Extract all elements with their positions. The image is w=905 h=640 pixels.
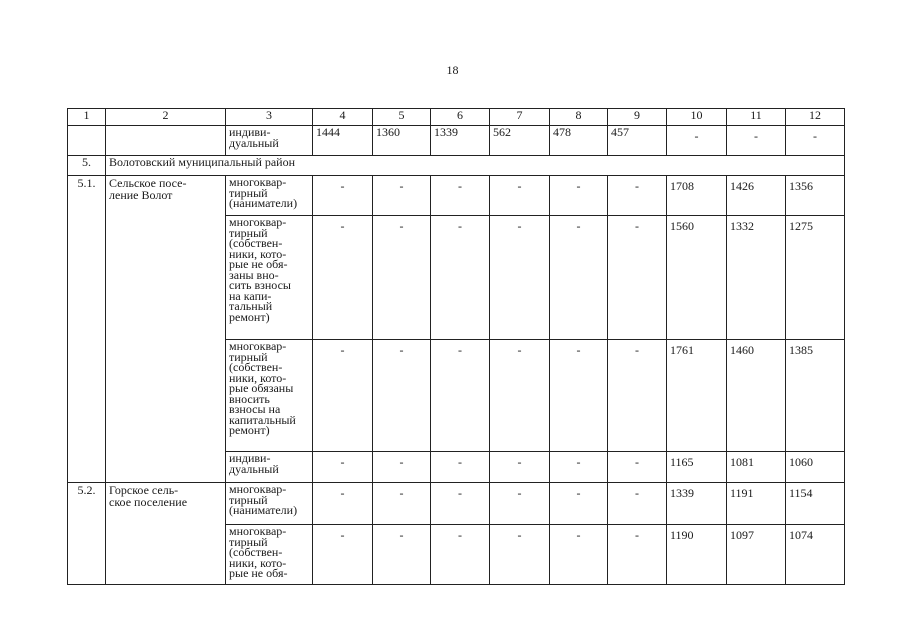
empty-value-cell: - xyxy=(373,525,431,585)
settlement-cell xyxy=(106,126,226,156)
column-header: 5 xyxy=(373,109,431,126)
value-cell: 457 xyxy=(608,126,667,156)
empty-value-cell: - xyxy=(608,483,667,525)
empty-value-cell: - xyxy=(431,176,490,216)
empty-value-cell: - xyxy=(608,176,667,216)
column-header: 7 xyxy=(490,109,550,126)
column-header: 4 xyxy=(313,109,373,126)
table-body xyxy=(68,109,845,585)
column-header: 1 xyxy=(68,109,106,126)
housing-type-cell: индиви- дуальный xyxy=(226,126,313,156)
empty-value-cell: - xyxy=(490,525,550,585)
row-number-cell xyxy=(68,126,106,156)
value-cell: 1339 xyxy=(431,126,490,156)
value-cell: 1081 xyxy=(727,452,786,483)
value-cell: 1761 xyxy=(667,340,727,452)
value-cell: 1385 xyxy=(786,340,845,452)
value-cell: 1339 xyxy=(667,483,727,525)
section-title: Волотовский муниципальный район xyxy=(106,156,845,176)
value-cell: 562 xyxy=(490,126,550,156)
empty-value-cell: - xyxy=(313,483,373,525)
value-cell: 1460 xyxy=(727,340,786,452)
value-cell: 1165 xyxy=(667,452,727,483)
housing-type-cell: многоквар- тирный (наниматели) xyxy=(226,483,313,525)
housing-type-cell: индиви- дуальный xyxy=(226,452,313,483)
settlement-name-cell: Горское сель- ское поселение xyxy=(106,483,226,585)
value-cell: 1190 xyxy=(667,525,727,585)
empty-value-cell: - xyxy=(550,176,608,216)
header-row xyxy=(68,109,845,126)
empty-value-cell: - xyxy=(313,340,373,452)
empty-value-cell: - xyxy=(550,452,608,483)
empty-value-cell: - xyxy=(550,525,608,585)
tariff-table xyxy=(67,108,845,585)
empty-value-cell: - xyxy=(608,216,667,340)
column-header: 3 xyxy=(226,109,313,126)
value-cell: 1360 xyxy=(373,126,431,156)
page-number: 18 xyxy=(446,63,459,77)
empty-value-cell: - xyxy=(373,340,431,452)
value-cell: 1275 xyxy=(786,216,845,340)
empty-value-cell: - xyxy=(313,525,373,585)
column-header: 10 xyxy=(667,109,727,126)
row-number-cell: 5.1. xyxy=(68,176,106,483)
empty-value-cell: - xyxy=(727,126,786,156)
value-cell: 1560 xyxy=(667,216,727,340)
empty-value-cell: - xyxy=(550,340,608,452)
housing-type-cell: многоквар- тирный (наниматели) xyxy=(226,176,313,216)
empty-value-cell: - xyxy=(490,176,550,216)
table-row xyxy=(68,176,845,216)
value-cell: 1356 xyxy=(786,176,845,216)
value-cell: 1060 xyxy=(786,452,845,483)
empty-value-cell: - xyxy=(431,216,490,340)
empty-value-cell: - xyxy=(373,176,431,216)
housing-type-cell: многоквар- тирный (собствен- ники, кото- рые не обя- заны вно- сить взносы на капи- тальный ремонт) xyxy=(226,216,313,340)
empty-value-cell: - xyxy=(490,452,550,483)
section-number: 5. xyxy=(68,156,106,176)
value-cell: 1191 xyxy=(727,483,786,525)
column-header: 2 xyxy=(106,109,226,126)
empty-value-cell: - xyxy=(373,216,431,340)
empty-value-cell: - xyxy=(608,340,667,452)
empty-value-cell: - xyxy=(431,483,490,525)
value-cell: 1426 xyxy=(727,176,786,216)
empty-value-cell: - xyxy=(373,452,431,483)
column-header: 12 xyxy=(786,109,845,126)
empty-value-cell: - xyxy=(490,216,550,340)
value-cell: 1154 xyxy=(786,483,845,525)
empty-value-cell: - xyxy=(490,483,550,525)
housing-type-cell: многоквар- тирный (собствен- ники, кото- рые не обя- xyxy=(226,525,313,585)
column-header: 11 xyxy=(727,109,786,126)
value-cell: 1097 xyxy=(727,525,786,585)
column-header: 6 xyxy=(431,109,490,126)
table-row xyxy=(68,483,845,525)
empty-value-cell: - xyxy=(550,483,608,525)
empty-value-cell: - xyxy=(667,126,727,156)
housing-type-cell: многоквар- тирный (собствен- ники, кото- рые обязаны вносить взносы на капитальный ремонт) xyxy=(226,340,313,452)
empty-value-cell: - xyxy=(313,216,373,340)
empty-value-cell: - xyxy=(373,483,431,525)
settlement-name-cell: Сельское посе- ление Волот xyxy=(106,176,226,483)
column-header: 9 xyxy=(608,109,667,126)
empty-value-cell: - xyxy=(608,525,667,585)
empty-value-cell: - xyxy=(313,176,373,216)
value-cell: 1444 xyxy=(313,126,373,156)
row-number-cell: 5.2. xyxy=(68,483,106,585)
empty-value-cell: - xyxy=(608,452,667,483)
table-row xyxy=(68,126,845,156)
value-cell: 478 xyxy=(550,126,608,156)
empty-value-cell: - xyxy=(490,340,550,452)
section-row xyxy=(68,156,845,176)
value-cell: 1332 xyxy=(727,216,786,340)
empty-value-cell: - xyxy=(431,452,490,483)
empty-value-cell: - xyxy=(431,340,490,452)
empty-value-cell: - xyxy=(550,216,608,340)
empty-value-cell: - xyxy=(431,525,490,585)
value-cell: 1074 xyxy=(786,525,845,585)
column-header: 8 xyxy=(550,109,608,126)
empty-value-cell: - xyxy=(313,452,373,483)
value-cell: 1708 xyxy=(667,176,727,216)
empty-value-cell: - xyxy=(786,126,845,156)
